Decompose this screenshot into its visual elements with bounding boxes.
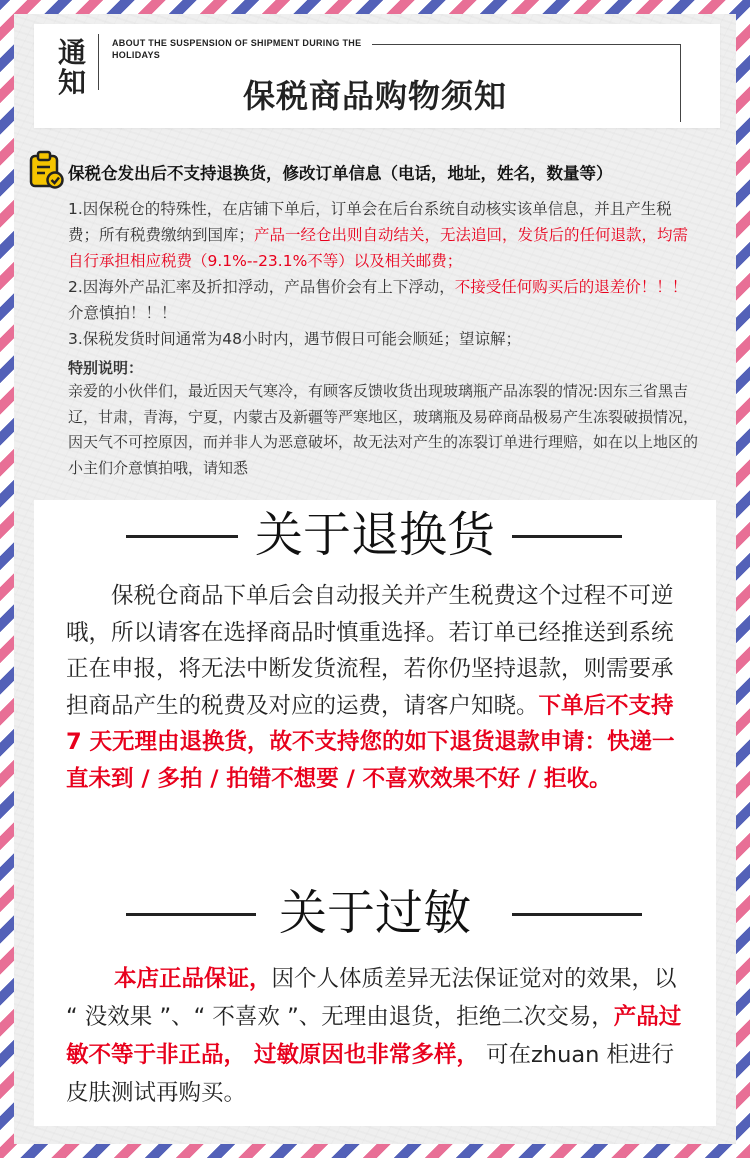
rule-2-tail: 介意慎拍！！！ bbox=[68, 304, 177, 322]
policy-card bbox=[34, 500, 716, 1126]
page-title: 保税商品购物须知 bbox=[242, 77, 507, 115]
allergy-heading bbox=[34, 878, 716, 948]
allergy-tail: 可在zhuan 柜进行皮肤测试再购买。 bbox=[66, 1042, 675, 1106]
rule-3: 3.保税发货时间通常为48小时内，遇节假日可能会顺延；望谅解； bbox=[68, 330, 522, 348]
returns-heading-line-right bbox=[512, 535, 622, 538]
notice-char-2: 知 bbox=[57, 66, 86, 99]
rule-1-text: 1.因保税仓的特殊性，在店铺下单后，订单会在后台系统自动核实该单信息，并且产生税费；所有税费缴纳到国库； bbox=[68, 200, 672, 244]
special-note-body: 亲爱的小伙伴们，最近因天气寒冷，有顾客反馈收货出现玻璃瓶产品冻裂的情况:因东三省黑吉辽，甘肃，青海，宁夏，内蒙古及新疆等严寒地区，玻璃瓶及易碎商品极易产生冻裂破损情况，因天气不可控原因，而并非人为恶意破坏，故无法对产生的冻裂订单进行理赔，如在以上地区的小主们介意慎拍哦，请知悉 bbox=[68, 382, 699, 477]
returns-paragraph bbox=[66, 578, 686, 797]
returns-text: 保税仓商品下单后会自动报关并产生税费这个过程不可逆哦，所以请客在选择商品时慎重选择。若订单已经推送到系统正在申报，将无法中断发货流程，若你仍坚持退款，则需要承担商品产生的税费及对应的运费，请客户知晓。 bbox=[66, 583, 674, 719]
allergy-text: 因个人体质差异无法保证觉对的效果，以 “ 没效果 ”、“ 不喜欢 ”、无理由退货，拒绝二次交易， bbox=[66, 966, 677, 1030]
rules-list bbox=[68, 196, 700, 352]
corner-line-right bbox=[680, 44, 681, 122]
allergy-guarantee: 本店正品保证， bbox=[114, 966, 272, 992]
rule-2-text: 2.因海外产品汇率及折扣浮动，产品售价会有上下浮动， bbox=[68, 278, 455, 296]
special-note-title: 特别说明： bbox=[68, 359, 144, 377]
rule-1-warning: 产品一经仓出则自动结关，无法追回，发货后的任何退款，均需自行承担相应税费（9.1%--23.1%不等）以及相关邮费； bbox=[68, 226, 689, 270]
rule-2 bbox=[68, 274, 700, 326]
allergy-paragraph bbox=[66, 960, 686, 1112]
rule-1 bbox=[68, 196, 700, 274]
allergy-heading-text: 关于过敏 bbox=[278, 885, 471, 941]
rule-2-warning: 不接受任何购买后的退差价！！！ bbox=[454, 278, 688, 296]
returns-heading-text: 关于退换货 bbox=[254, 507, 495, 563]
corner-line-top bbox=[372, 44, 680, 45]
notice-char-1: 通 bbox=[57, 36, 86, 69]
returns-heading bbox=[34, 500, 716, 570]
clipboard-check-icon bbox=[28, 150, 64, 190]
allergy-warning: 产品过敏不等于非正品， 过敏原因也非常多样， bbox=[66, 1004, 682, 1068]
notice-badge bbox=[52, 38, 92, 98]
returns-warning: 下单后不支持 7 天无理由退换货，故不支持您的如下退货退款申请：快递一直未到 / 多拍 / 拍错不想要 / 不喜欢效果不好 / 拒收。 bbox=[66, 692, 675, 792]
allergy-heading-line-right bbox=[512, 913, 642, 916]
notice-headline: 保税仓发出后不支持退换货，修改订单信息（电话，地址，姓名，数量等） bbox=[68, 164, 613, 183]
header-divider bbox=[98, 34, 99, 90]
header-subtitle-en: ABOUT THE SUSPENSION OF SHIPMENT DURING THE HOLIDAYS bbox=[112, 38, 362, 60]
